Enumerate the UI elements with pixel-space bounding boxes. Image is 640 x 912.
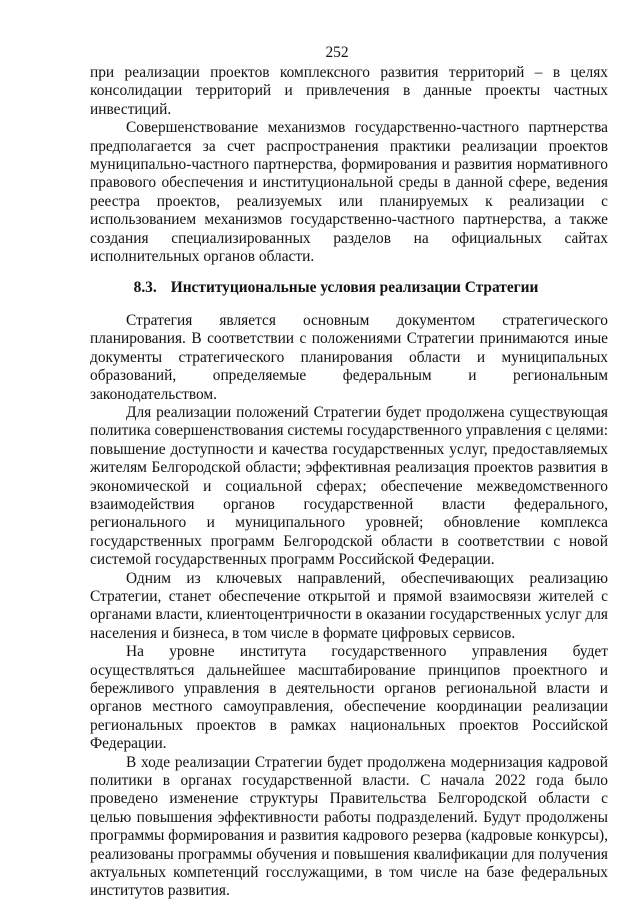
paragraph-project-management: На уровне института государственного управления будет осуществляться дальнейшее масштабирование принципов проектного и бережливого управления в деятельности органов региональной власти и органов местного самоуправления, обеспечение координации реализации региональных проектов в рамках национальных проектов Российской Федерации. bbox=[90, 643, 608, 753]
paragraph-key-directions: Одним из ключевых направлений, обеспечивающих реализацию Стратегии, станет обеспечение открытой и прямой взаимосвязи жителей с органами власти, клиентоцентричности в оказании государственных услуг для населения и бизнеса, в том числе в формате цифровых сервисов. bbox=[90, 569, 608, 642]
section-number: 8.3. bbox=[133, 279, 157, 297]
page-number: 252 bbox=[325, 44, 349, 61]
paragraph-ppp-mechanisms: Совершенствование механизмов государственно-частного партнерства предполагается за счет распространения практики реализации проектов муниципально-частного партнерства, формирования и развития нормативного правового обеспечения и институциональной среды в данной сфере, ведения реестра проектов, реализуемых или планируемых к реализации с использованием механизмов государственно-частного партнерства, а также создания специализированных разделов на официальных сайтах исполнительных органов области. bbox=[90, 119, 608, 266]
paragraph-strategy-main-document: Стратегия является основным документом стратегического планирования. В соответствии с положениями Стратегии принимаются иные документы стратегического планирования области и муниципальных образований, определяемые федеральным и региональным законодательством. bbox=[90, 311, 608, 403]
paragraph-personnel-policy: В ходе реализации Стратегии будет продолжена модернизация кадровой политики в органах государственной власти. С начала 2022 года было проведено изменение структуры Правительства Белгородской области с целью повышения эффективности работы подразделений. Будут продолжены программы формирования и развития кадрового резерва (кадровые конкурсы), реализованы программы обучения и повышения квалификации для получения актуальных компетенций госслужащими, в том числе на базе федеральных институтов развития. bbox=[90, 753, 608, 900]
paragraph-continuation: при реализации проектов комплексного развития территорий – в целях консолидации территорий и привлечения в данные проекты частных инвестиций. bbox=[90, 64, 608, 118]
paragraph-public-administration: Для реализации положений Стратегии будет продолжена существующая политика совершенствования системы государственного управления с целями: повышение доступности и качества государственных услуг, предоставляемых жителям Белгородской области; эффективная реализация проектов развития в экономической и социальной сферах; обеспечение межведомственного взаимодействия органов государственной власти федерального, регионального и муниципального уровней; обновление комплекса государственных программ Белгородской области в соответствии с новой системой государственных программ Российской Федерации. bbox=[90, 403, 608, 569]
section-title: Институциональные условия реализации Стратегии bbox=[170, 279, 539, 297]
section-heading bbox=[64, 279, 608, 297]
